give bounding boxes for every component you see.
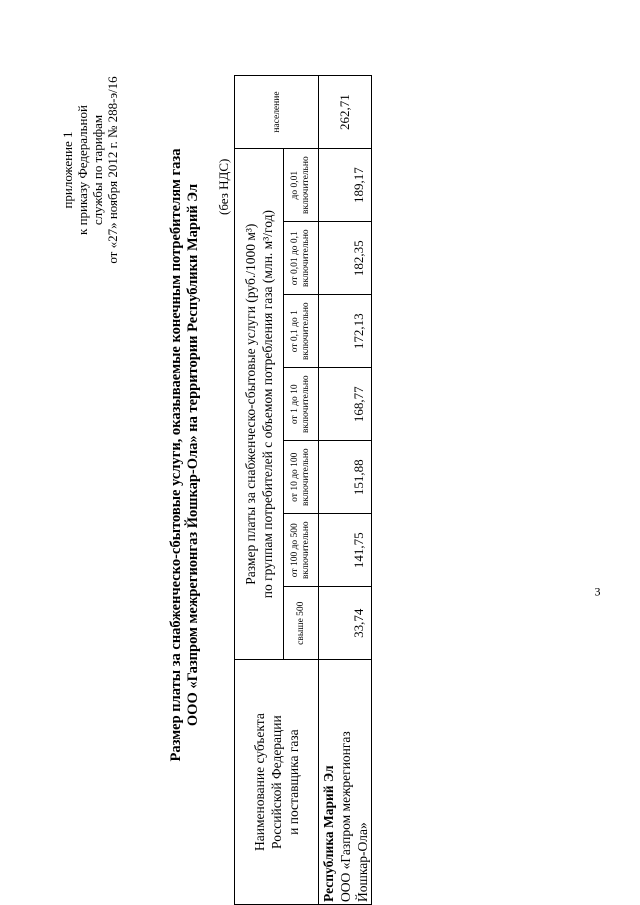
- document-title: [168, 65, 202, 845]
- supplier-name-line-2: Йошкар-Ола»: [354, 822, 370, 902]
- subject-header: [235, 660, 319, 905]
- column-header-text: свыше 500: [295, 601, 306, 645]
- column-header-100-500: [284, 514, 319, 587]
- column-header-over-500: [284, 587, 319, 660]
- column-header-up-to-0-01: [284, 149, 319, 222]
- column-header-subtext: включительно: [301, 229, 311, 288]
- value-0-01-0-1: 182,35: [319, 222, 372, 295]
- column-header-subtext: включительно: [301, 521, 311, 580]
- population-header: население: [235, 76, 319, 149]
- column-header-1-10: [284, 368, 319, 441]
- column-header-10-100: [284, 441, 319, 514]
- region-name: [320, 660, 337, 902]
- value-population: 262,71: [319, 76, 372, 149]
- column-header-text: от 100 до 500: [290, 523, 300, 578]
- group-header-line-1: Размер платы за снабженческо-сбытовые услуги (руб./1000 м³): [243, 223, 258, 585]
- column-header-0-1-1: [284, 295, 319, 368]
- page-number: 3: [594, 584, 601, 599]
- group-header-line-2: по группам потребителей с объемом потребления газа (млн. м³/год): [260, 210, 275, 599]
- value-100-500: 141,75: [319, 514, 372, 587]
- subject-header-line-3: и поставщика газа: [286, 729, 301, 835]
- subject-header-line-1: Наименование субъекта: [252, 713, 267, 851]
- column-header-subtext: включительно: [301, 375, 311, 434]
- title-line-2: ООО «Газпром межрегионгаз Йошкар-Ола» на территории Республики Марий Эл: [185, 183, 201, 727]
- header-row-1: [235, 76, 284, 905]
- subject-cell: [319, 660, 372, 905]
- appendix-note: [60, 0, 120, 340]
- title-line-1: Размер платы за снабженческо-сбытовые услуги, оказываемые конечным потребителям газа: [168, 148, 184, 762]
- region-name-text: Республика Марий Эл: [320, 765, 336, 902]
- column-header-subtext: включительно: [301, 302, 311, 361]
- table-row: [319, 76, 372, 905]
- consumer-groups-header: [235, 149, 284, 660]
- column-header-0-01-0-1: [284, 222, 319, 295]
- appendix-line-2: к приказу Федеральной: [75, 105, 90, 235]
- value-0-1-1: 172,13: [319, 295, 372, 368]
- appendix-line-1: приложение 1: [60, 131, 75, 209]
- tariff-table: [234, 75, 372, 905]
- value-1-10: 168,77: [319, 368, 372, 441]
- column-header-subtext: включительно: [301, 156, 311, 215]
- supplier-name-line-1: ООО «Газпром межрегионгаз: [337, 731, 353, 902]
- value-up-to-0-01: 189,17: [319, 149, 372, 222]
- column-header-text: от 0,1 до 1: [290, 310, 300, 353]
- column-header-text: от 10 до 100: [290, 452, 300, 502]
- column-header-text: от 1 до 10: [290, 384, 300, 425]
- column-header-text: до 0,01: [290, 170, 300, 200]
- appendix-line-3: службы по тарифам: [90, 114, 105, 226]
- value-10-100: 151,88: [319, 441, 372, 514]
- column-header-text: от 0,01 до 0,1: [290, 231, 300, 286]
- vat-note: (без НДС): [216, 158, 231, 215]
- value-over-500: 33,74: [319, 587, 372, 660]
- appendix-line-4: от «27» ноября 2012 г. № 288-э/16: [105, 76, 120, 264]
- column-header-subtext: включительно: [301, 448, 311, 507]
- subject-header-line-2: Российской Федерации: [269, 715, 284, 849]
